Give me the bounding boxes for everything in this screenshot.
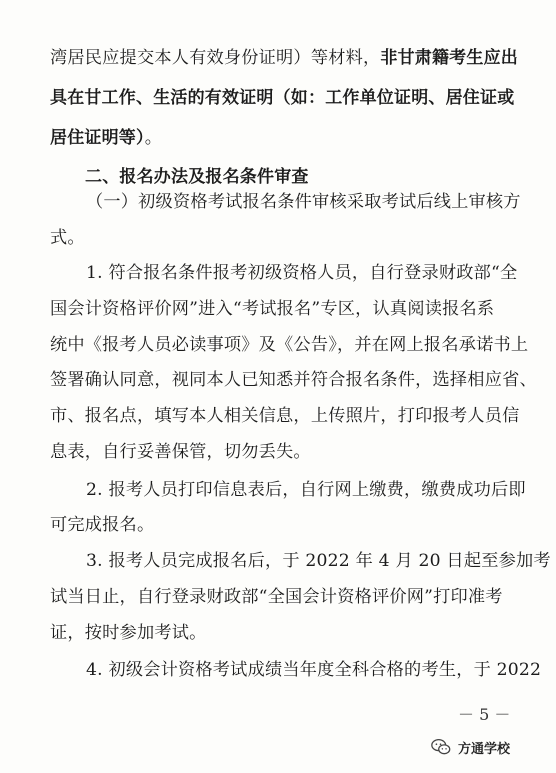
text-line-8 <box>0 298 556 320</box>
text-segment: 4. 初级会计资格考试成绩当年度全科合格的考生，于 2022 <box>86 660 542 680</box>
section-heading <box>0 166 556 188</box>
text-segment: 2. 报考人员打印信息表后，自行网上缴费，缴费成功后即 <box>86 480 526 500</box>
watermark-text: 方通学校 <box>458 741 511 757</box>
text-line-13 <box>0 479 556 501</box>
text-line-15 <box>0 550 556 572</box>
text-line-12 <box>0 441 556 463</box>
text-line-11 <box>0 405 556 427</box>
text-line-1 <box>0 47 556 69</box>
text-segment: 可完成报名。 <box>50 515 155 535</box>
text-segment: 统中《报考人员必读事项》及《公告》，并在网上报名承诺书上 <box>50 335 529 355</box>
text-segment: 式。 <box>50 228 85 248</box>
text-line-16 <box>0 586 556 608</box>
text-segment: 证，按时参加考试。 <box>50 623 207 643</box>
text-line-5 <box>0 191 556 213</box>
text-segment: 签署确认同意，视同本人已知悉并符合报名条件，选择相应省、 <box>50 370 537 390</box>
text-segment: 息表，自行妥善保管，切勿丢失。 <box>50 442 311 462</box>
page-number: － 5 － <box>458 705 511 724</box>
text-line-2 <box>0 87 556 109</box>
text-segment: 市、报名点，填写本人相关信息，上传照片，打印报考人员信 <box>50 406 520 426</box>
bold-text-segment: 居住证明等） <box>50 128 145 148</box>
text-line-3 <box>0 127 556 149</box>
text-segment: 1. 符合报名条件报考初级资格人员，自行登录财政部“全 <box>86 263 518 283</box>
text-segment: 湾居民应提交本人有效身份证明）等材料， <box>50 48 381 68</box>
text-line-17 <box>0 622 556 644</box>
text-segment: 3. 报考人员完成报名后，于 2022 年 4 月 20 日起至参加考 <box>86 551 551 571</box>
section-heading-text: 二、报名办法及报名条件审查 <box>85 167 309 187</box>
text-line-10 <box>0 369 556 391</box>
text-segment: 试当日止，自行登录财政部“全国会计资格评价网”打印准考 <box>50 587 503 607</box>
text-line-9 <box>0 334 556 356</box>
wechat-icon <box>430 736 452 758</box>
bold-text-segment: 非甘肃籍考生应出 <box>380 48 518 68</box>
text-line-14 <box>0 514 556 536</box>
watermark <box>430 734 510 760</box>
text-line-18 <box>0 659 556 681</box>
text-segment: （一）初级资格考试报名条件审核采取考试后线上审核方 <box>86 192 521 212</box>
text-line-6 <box>0 227 556 249</box>
text-line-7 <box>0 262 556 284</box>
text-segment: 国会计资格评价网”进入“考试报名”专区，认真阅读报名系 <box>50 299 495 319</box>
bold-text-segment: 具在甘工作、生活的有效证明（如：工作单位证明、居住证或 <box>50 88 515 108</box>
text-segment: 。 <box>144 128 163 148</box>
